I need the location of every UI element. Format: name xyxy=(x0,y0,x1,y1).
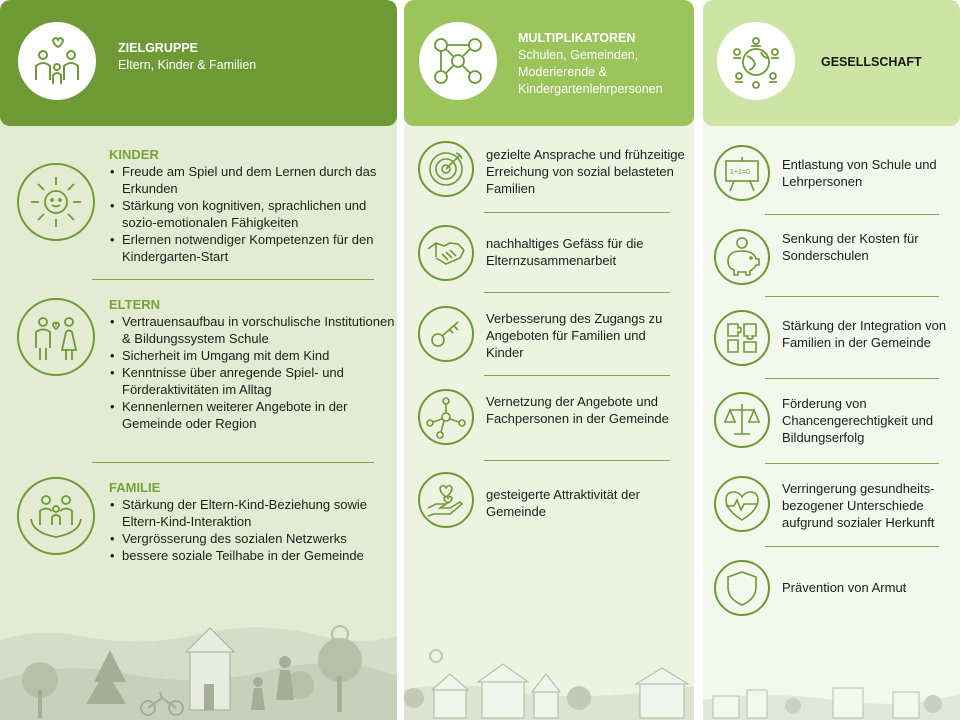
scales-icon xyxy=(714,392,770,448)
network-people-icon xyxy=(419,22,497,100)
target-icon xyxy=(418,141,474,197)
svg-text:1+1=0: 1+1=0 xyxy=(730,169,750,176)
list-item: • Vergrösserung des sozialen Netzwerks xyxy=(122,530,397,547)
list-item: • bessere soziale Teilhabe in der Gemeinde xyxy=(122,547,397,564)
divider xyxy=(765,463,939,464)
divider xyxy=(765,378,939,379)
gesellschaft-header xyxy=(703,0,960,126)
divider xyxy=(92,462,374,463)
kinder-list xyxy=(109,163,392,265)
multiplikatoren-header xyxy=(404,0,694,126)
family-icon xyxy=(18,22,96,100)
list-item: • Sicherheit im Umgang mit dem Kind xyxy=(122,347,397,364)
divider xyxy=(765,296,939,297)
gesellschaft-item: Stärkung der Integration von Familien in der Gemeinde xyxy=(782,318,947,350)
village-illustration xyxy=(404,640,694,720)
multiplikatoren-subtitle: Schulen, Gemeinden, Moderierende & Kindergartenlehrpersonen xyxy=(518,48,663,96)
divider xyxy=(484,292,670,293)
network-icon xyxy=(418,389,474,445)
heartbeat-icon xyxy=(714,476,770,532)
village-illustration xyxy=(0,610,397,720)
puzzle-icon xyxy=(714,310,770,366)
gesellschaft-item: Förderung von Chancengerechtigkeit und Bildungserfolg xyxy=(782,396,934,445)
zielgruppe-header xyxy=(0,0,397,126)
divider xyxy=(484,375,670,376)
globe-people-icon xyxy=(717,22,795,100)
list-item: • Stärkung von kognitiven, sprachlichen und sozio-emotionalen Fähigkeiten xyxy=(122,197,392,231)
eltern-list xyxy=(109,313,397,432)
divider xyxy=(765,546,939,547)
family-hands-icon xyxy=(17,477,95,555)
gesellschaft-item: Entlastung von Schule und Lehrpersonen xyxy=(782,157,937,189)
familie-list xyxy=(109,496,397,564)
multiplikatoren-item: Vernetzung der Angebote und Fachpersonen in der Gemeinde xyxy=(486,394,669,426)
multiplikatoren-item: gezielte Ansprache und frühzeitige Erreichung von sozial belasteten Familien xyxy=(486,147,685,196)
zielgruppe-subtitle: Eltern, Kinder & Familien xyxy=(118,58,257,72)
child-face-icon xyxy=(17,163,95,241)
piggy-bank-icon xyxy=(714,229,770,285)
village-illustration xyxy=(703,670,960,720)
familie-title: FAMILIE xyxy=(109,480,161,495)
heart-hand-icon xyxy=(418,472,474,528)
list-item: • Stärkung der Eltern-Kind-Beziehung sowie Eltern-Kind-Interaktion xyxy=(122,496,397,530)
list-item: • Vertrauensaufbau in vorschulische Institutionen & Bildungssystem Schule xyxy=(122,313,397,347)
list-item: • Erlernen notwendiger Kompetenzen für den Kindergarten-Start xyxy=(122,231,392,265)
list-item: • Kennenlernen weiterer Angebote in der Gemeinde oder Region xyxy=(122,398,397,432)
shield-icon xyxy=(714,560,770,616)
zielgruppe-title: ZIELGRUPPE xyxy=(118,41,198,55)
divider xyxy=(92,279,374,280)
multiplikatoren-item: nachhaltiges Gefäss für die Elternzusammenarbeit xyxy=(486,236,644,268)
column-multiplikatoren xyxy=(404,0,694,720)
multiplikatoren-item: gesteigerte Attraktivität der Gemeinde xyxy=(486,487,640,519)
list-item: • Kenntnisse über anregende Spiel- und Förderaktivitäten im Alltag xyxy=(122,364,397,398)
gesellschaft-item: Prävention von Armut xyxy=(782,580,907,595)
gesellschaft-title: GESELLSCHAFT xyxy=(821,55,922,69)
key-icon xyxy=(418,306,474,362)
divider xyxy=(484,212,670,213)
column-gesellschaft xyxy=(703,0,960,720)
divider xyxy=(765,214,939,215)
kinder-title: KINDER xyxy=(109,147,159,162)
divider xyxy=(484,460,670,461)
blackboard-icon xyxy=(714,145,770,201)
gesellschaft-item: Senkung der Kosten für Sonderschulen xyxy=(782,231,919,263)
multiplikatoren-title: MULTIPLIKATOREN xyxy=(518,31,636,45)
parents-icon xyxy=(17,298,95,376)
list-item: • Freude am Spiel und dem Lernen durch das Erkunden xyxy=(122,163,392,197)
handshake-icon xyxy=(418,225,474,281)
column-zielgruppe xyxy=(0,0,397,720)
multiplikatoren-item: Verbesserung des Zugangs zu Angeboten für Familien und Kinder xyxy=(486,311,663,360)
gesellschaft-item: Verringerung gesundheits-bezogener Unterschiede aufgrund sozialer Herkunft xyxy=(782,481,935,530)
eltern-title: ELTERN xyxy=(109,297,161,312)
